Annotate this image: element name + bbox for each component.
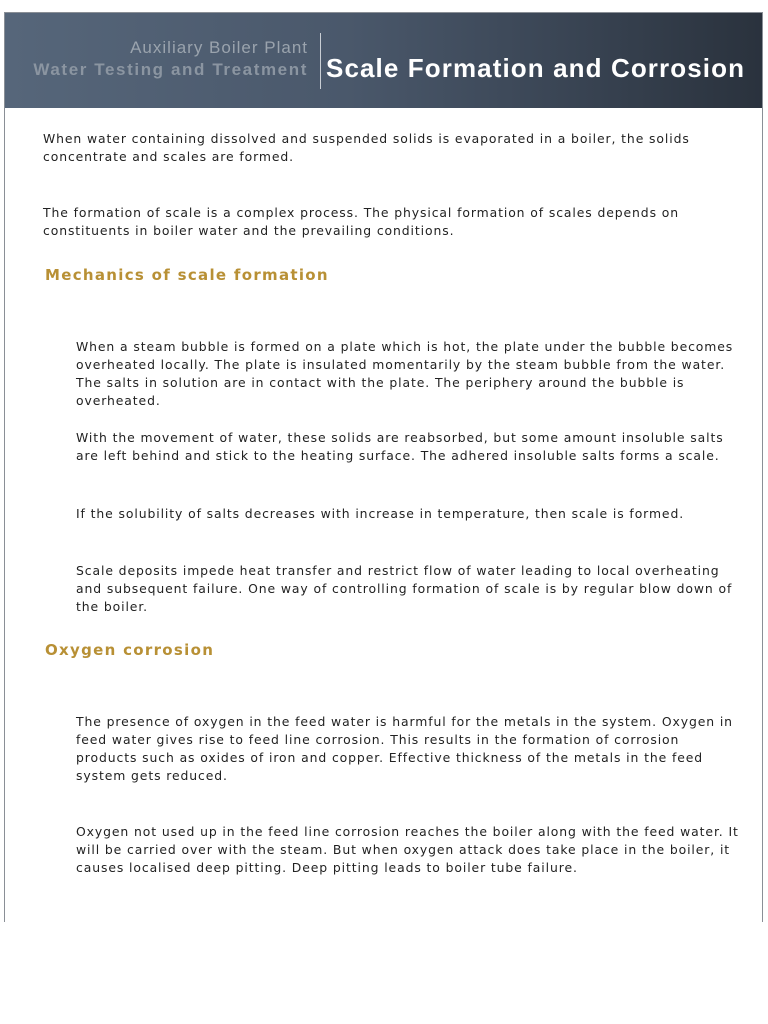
intro-paragraph: The formation of scale is a complex process. The physical formation of scales depends on constituents in boiler water and the prevailing conditions.: [43, 205, 679, 238]
section-paragraph: When a steam bubble is formed on a plate which is hot, the plate under the bubble becomes overheated locally. The plate is insulated momentarily by the steam bubble from the water. The salts in solution are in contact with the plate. The periphery around the bubble is overheated.: [76, 339, 734, 408]
page-title: Scale Formation and Corrosion: [326, 53, 746, 83]
section-paragraph: Oxygen not used up in the feed line corrosion reaches the boiler along with the feed water. It will be carried over with the steam. But when oxygen attack does take place in the boiler, it causes localised deep pitting. Deep pitting leads to boiler tube failure.: [76, 824, 739, 875]
page-frame: [4, 12, 763, 922]
section-paragraph: The presence of oxygen in the feed water is harmful for the metals in the system. Oxygen in feed water gives rise to feed line corrosion. This results in the formation of corrosion products such as oxides of iron and copper. Effective thickness of the metals in the feed system gets reduced.: [76, 714, 733, 783]
section-heading: Oxygen corrosion: [45, 641, 215, 659]
page-header: [5, 13, 762, 108]
header-breadcrumb: [33, 37, 308, 81]
intro-paragraph: When water containing dissolved and suspended solids is evaporated in a boiler, the solids concentrate and scales are formed.: [43, 131, 690, 164]
header-divider: [320, 33, 321, 89]
section-paragraph: If the solubility of salts decreases with increase in temperature, then scale is formed.: [76, 506, 685, 521]
section-paragraph: Scale deposits impede heat transfer and restrict flow of water leading to local overheating and subsequent failure. One way of controlling formation of scale is by regular blow down of the boiler.: [76, 563, 733, 614]
header-section: Water Testing and Treatment: [33, 60, 308, 79]
header-subtitle: Auxiliary Boiler Plant: [130, 38, 308, 57]
section-heading: Mechanics of scale formation: [45, 266, 329, 284]
section-paragraph: With the movement of water, these solids are reabsorbed, but some amount insoluble salts are left behind and stick to the heating surface. The adhered insoluble salts forms a scale.: [76, 430, 724, 463]
